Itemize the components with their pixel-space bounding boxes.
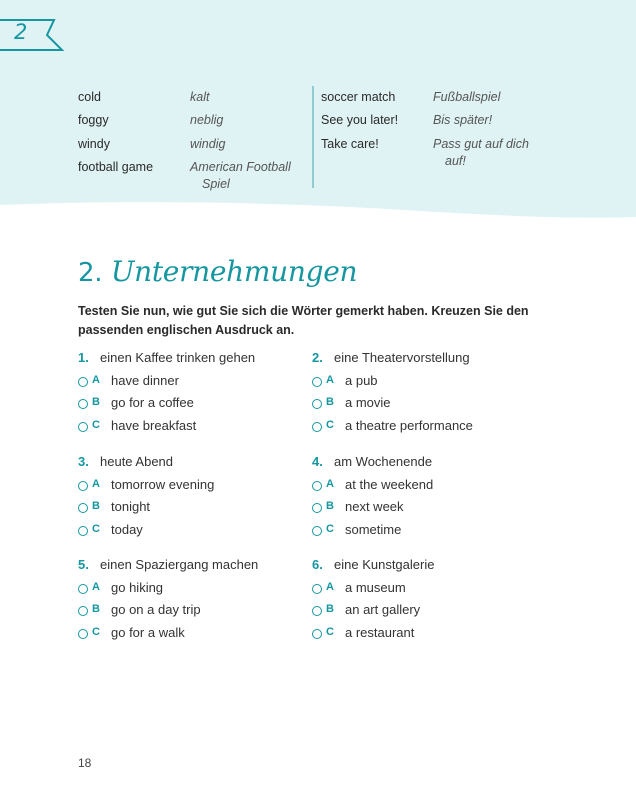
vocab-german-continued: Spiel bbox=[202, 177, 230, 191]
chapter-tab bbox=[0, 19, 64, 51]
option-text: a restaurant bbox=[345, 625, 415, 640]
vocab-german: kalt bbox=[190, 90, 210, 104]
vocab-english: See you later! bbox=[321, 113, 399, 127]
radio-circle-icon[interactable] bbox=[78, 584, 88, 594]
vocab-row bbox=[78, 112, 109, 129]
radio-circle-icon[interactable] bbox=[312, 399, 322, 409]
option-letter: B bbox=[92, 500, 100, 512]
question-text: eine Kunstgalerie bbox=[334, 557, 435, 572]
radio-circle-icon[interactable] bbox=[312, 422, 322, 432]
question-2 bbox=[312, 350, 470, 365]
option-letter: C bbox=[326, 419, 334, 431]
vocab-german: neblig bbox=[190, 113, 224, 127]
option-letter: A bbox=[326, 581, 334, 593]
vocab-english: foggy bbox=[78, 113, 109, 127]
radio-circle-icon[interactable] bbox=[78, 629, 88, 639]
option-letter: A bbox=[326, 374, 334, 386]
question-text: am Wochenende bbox=[334, 454, 433, 469]
option-letter: C bbox=[92, 626, 100, 638]
option-text: tonight bbox=[111, 499, 151, 514]
question-3 bbox=[78, 454, 173, 469]
chapter-number: 2 bbox=[14, 20, 28, 44]
question-4 bbox=[312, 454, 432, 469]
radio-circle-icon[interactable] bbox=[78, 606, 88, 616]
radio-circle-icon[interactable] bbox=[78, 481, 88, 491]
radio-circle-icon[interactable] bbox=[78, 422, 88, 432]
question-1 bbox=[78, 350, 255, 365]
option-text: go for a coffee bbox=[111, 395, 194, 410]
section-title bbox=[78, 255, 357, 288]
option-text: tomorrow evening bbox=[111, 477, 215, 492]
option-text: at the weekend bbox=[345, 477, 434, 492]
radio-circle-icon[interactable] bbox=[78, 503, 88, 513]
option-text: next week bbox=[345, 499, 404, 514]
question-text: einen Spaziergang machen bbox=[100, 557, 259, 572]
page-number: 18 bbox=[78, 756, 92, 770]
radio-circle-icon[interactable] bbox=[78, 377, 88, 387]
vocab-english: soccer match bbox=[321, 90, 396, 104]
option-letter: B bbox=[92, 396, 100, 408]
option-letter: C bbox=[92, 523, 100, 535]
vocab-row bbox=[78, 136, 110, 153]
vocab-german: Bis später! bbox=[433, 113, 493, 127]
column-divider bbox=[312, 86, 314, 188]
option-letter: C bbox=[326, 626, 334, 638]
vocab-english: Take care! bbox=[321, 137, 379, 151]
radio-circle-icon[interactable] bbox=[312, 503, 322, 513]
question-number: 1. bbox=[78, 350, 89, 365]
radio-circle-icon[interactable] bbox=[78, 526, 88, 536]
radio-circle-icon[interactable] bbox=[312, 481, 322, 491]
option-text: go for a walk bbox=[111, 625, 185, 640]
question-number: 4. bbox=[312, 454, 323, 469]
question-5 bbox=[78, 557, 258, 572]
question-number: 2. bbox=[312, 350, 323, 365]
option-text: today bbox=[111, 522, 143, 537]
instructions: Testen Sie nun, wie gut Sie sich die Wörter gemerkt haben. Kreuzen Sie den passenden englischen Ausdruck an. bbox=[78, 304, 529, 337]
vocab-german: American Football bbox=[190, 160, 291, 174]
option-text: a pub bbox=[345, 373, 378, 388]
radio-circle-icon[interactable] bbox=[312, 584, 322, 594]
question-6 bbox=[312, 557, 434, 572]
vocab-german: Pass gut auf dich bbox=[433, 137, 529, 151]
option-text: a museum bbox=[345, 580, 406, 595]
option-text: have breakfast bbox=[111, 418, 197, 433]
option-letter: A bbox=[92, 581, 100, 593]
option-text: go on a day trip bbox=[111, 602, 201, 617]
option-letter: A bbox=[92, 478, 100, 490]
section-number: 2. bbox=[78, 258, 103, 288]
vocab-german: windig bbox=[190, 137, 226, 151]
option-text: go hiking bbox=[111, 580, 164, 595]
vocab-german-continued: auf! bbox=[445, 154, 466, 168]
radio-circle-icon[interactable] bbox=[78, 399, 88, 409]
option-text: a movie bbox=[345, 395, 391, 410]
radio-circle-icon[interactable] bbox=[312, 377, 322, 387]
option-text: sometime bbox=[345, 522, 402, 537]
question-text: heute Abend bbox=[100, 454, 174, 469]
question-number: 6. bbox=[312, 557, 323, 572]
vocab-english: windy bbox=[78, 137, 110, 151]
question-text: eine Theatervorstellung bbox=[334, 350, 470, 365]
option-letter: B bbox=[326, 603, 334, 615]
option-letter: B bbox=[326, 500, 334, 512]
radio-circle-icon[interactable] bbox=[312, 526, 322, 536]
option-text: a theatre performance bbox=[345, 418, 473, 433]
vocabulary-band bbox=[0, 0, 636, 222]
vocab-row bbox=[78, 159, 153, 176]
option-text: an art gallery bbox=[345, 602, 421, 617]
vocab-english: cold bbox=[78, 90, 101, 104]
vocab-english: football game bbox=[78, 160, 154, 174]
radio-circle-icon[interactable] bbox=[312, 629, 322, 639]
radio-circle-icon[interactable] bbox=[312, 606, 322, 616]
option-letter: A bbox=[92, 374, 100, 386]
question-number: 5. bbox=[78, 557, 89, 572]
wave-edge bbox=[0, 199, 636, 223]
vocab-row bbox=[78, 89, 101, 106]
option-letter: C bbox=[92, 419, 100, 431]
option-letter: B bbox=[326, 396, 334, 408]
option-letter: B bbox=[92, 603, 100, 615]
vocab-german: Fußballspiel bbox=[433, 90, 501, 104]
question-text: einen Kaffee trinken gehen bbox=[100, 350, 256, 365]
option-letter: C bbox=[326, 523, 334, 535]
option-letter: A bbox=[326, 478, 334, 490]
question-number: 3. bbox=[78, 454, 89, 469]
section-title-text: Unternehmungen bbox=[110, 255, 358, 288]
option-text: have dinner bbox=[111, 373, 179, 388]
